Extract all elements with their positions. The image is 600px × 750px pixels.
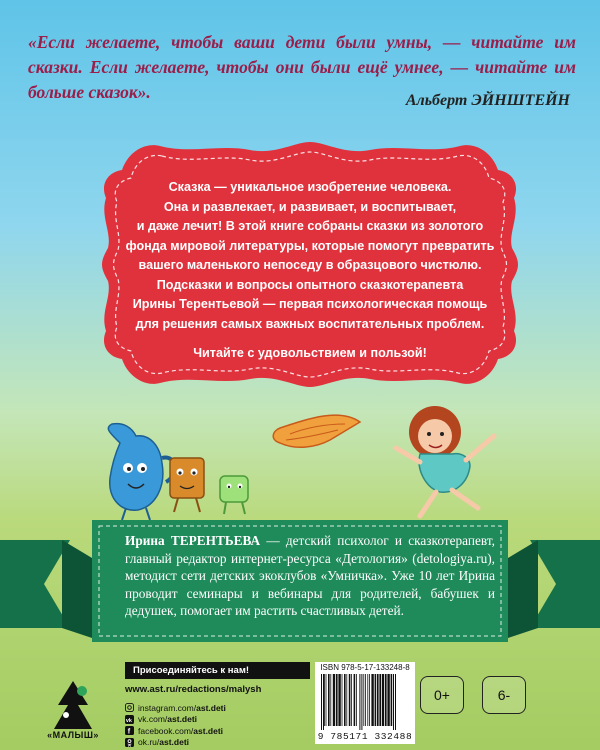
barcode-bar [323, 674, 324, 730]
social-link-vk[interactable] [125, 714, 305, 726]
age-rating-mark: 0+ [420, 676, 464, 714]
ok-icon [125, 738, 134, 747]
vk-icon [125, 715, 134, 724]
barcode-bar [391, 674, 393, 726]
publisher-site-link[interactable]: www.ast.ru/redactions/malysh [125, 684, 262, 695]
barcode-bar [336, 674, 338, 726]
barcode-bar [346, 674, 347, 726]
plaque-line: и даже лечит! В этой книге собраны сказки из золотого [136, 219, 484, 233]
svg-text:f: f [127, 726, 131, 736]
social-prefix: ok.ru/ [138, 737, 160, 748]
barcode-bar [363, 674, 364, 726]
description-plaque [100, 142, 520, 387]
author-name: Ирина ТЕРЕНТЬЕВА [125, 533, 261, 548]
barcode-bar [328, 674, 330, 726]
barcode-bar [324, 674, 325, 726]
plaque-line: Она и развлекает, и развивает, и воспитывает, [163, 199, 457, 214]
barcode-bar [369, 674, 370, 726]
barcode-bar [361, 674, 362, 730]
malysh-logo-text: «МАЛЫШ» [47, 730, 99, 740]
social-prefix: facebook.com/ [138, 725, 194, 736]
plaque-line: для решения самых важных воспитательных проблем. [135, 316, 485, 331]
barcode-digits: 9 785171 332488 [317, 731, 413, 742]
barcode-bar [382, 674, 384, 726]
barcode-bar [385, 674, 387, 726]
social-handle: ast.deti [159, 737, 190, 748]
barcode-bar [371, 674, 373, 726]
soap-character [220, 476, 248, 514]
characters-illustration [90, 388, 570, 523]
social-link-ok[interactable] [125, 737, 305, 749]
barcode-bar [395, 674, 396, 730]
barcode-bar [365, 674, 366, 726]
age-restriction-mark: 6- [482, 676, 526, 714]
social-links [125, 702, 305, 748]
barcode-bar [349, 674, 351, 726]
barcode-bar [344, 674, 346, 726]
svg-text:vk: vk [125, 717, 132, 724]
plaque-final-line: Читайте с удовольствием и пользой! [193, 346, 427, 360]
barcode-bar [359, 674, 360, 730]
barcode-bar [387, 674, 389, 726]
plaque-line: вашего маленького непоседу в образцового чистюлю. [138, 258, 482, 272]
barcode-bar [342, 674, 343, 726]
author-description: — детский психолог и сказкотерапевт, главный редактор интернет-ресурса «Детология» (detologiya.ru), методист сети детских экоклубов «Умничка». Уже 10 лет Ирина проводит семинары и вебинары для родителей, бабушек и дедушек, помогает им растить счастливых детей. [125, 533, 495, 618]
barcode-bar [333, 674, 335, 726]
join-us-label: Присоединяйтесь к нам! [125, 662, 310, 679]
barcode [319, 674, 411, 730]
instagram-icon [125, 703, 134, 712]
barcode-bar [377, 674, 379, 726]
plaque-text [100, 178, 520, 364]
jug-character [108, 424, 174, 520]
social-prefix: vk.com/ [138, 714, 168, 725]
barcode-bar [356, 674, 357, 726]
barcode-bar [375, 674, 377, 726]
social-handle: ast.deti [167, 714, 198, 725]
epigraph-quote: «Если желаете, чтобы ваши дети были умны, — читайте им сказки. Если желаете, чтобы они были ещё умнее, — читайте им больше сказок». [28, 32, 576, 102]
social-handle: ast.deti [196, 702, 226, 713]
plaque-line: Сказка — уникальное изобретение человека. [168, 180, 452, 194]
barcode-bar [338, 674, 340, 726]
barcode-bar [326, 674, 327, 726]
epigraph-author: Альберт ЭЙНШТЕЙН [405, 92, 570, 109]
social-prefix: instagram.com/ [138, 702, 197, 713]
plaque-line: Ирины Терентьевой — первая психологическая помощь [132, 297, 488, 311]
author-bio [125, 532, 495, 620]
plaque-line: Подсказки и вопросы опытного сказкотерапевта [156, 277, 464, 292]
barcode-bar [367, 674, 368, 726]
girl-character [396, 406, 494, 516]
barcode-bar [351, 674, 352, 726]
facebook-icon [125, 726, 134, 735]
barcode-bar [393, 674, 394, 730]
author-ribbon [0, 518, 600, 650]
social-handle: ast.deti [193, 725, 224, 736]
barcode-bar [330, 674, 331, 726]
sponge-character [170, 458, 204, 512]
isbn-label: ISBN 978-5-17-133248-8 [320, 663, 410, 672]
barcode-bar [354, 674, 356, 726]
plaque-line: фонда мировой литературы, которые помогут превратить [125, 238, 495, 253]
social-link-instagram[interactable] [125, 702, 305, 714]
flying-towel-character [273, 415, 360, 447]
barcode-bar [321, 674, 322, 730]
isbn-barcode-block [315, 662, 415, 744]
social-link-facebook[interactable] [125, 725, 305, 737]
barcode-bar [379, 674, 381, 726]
